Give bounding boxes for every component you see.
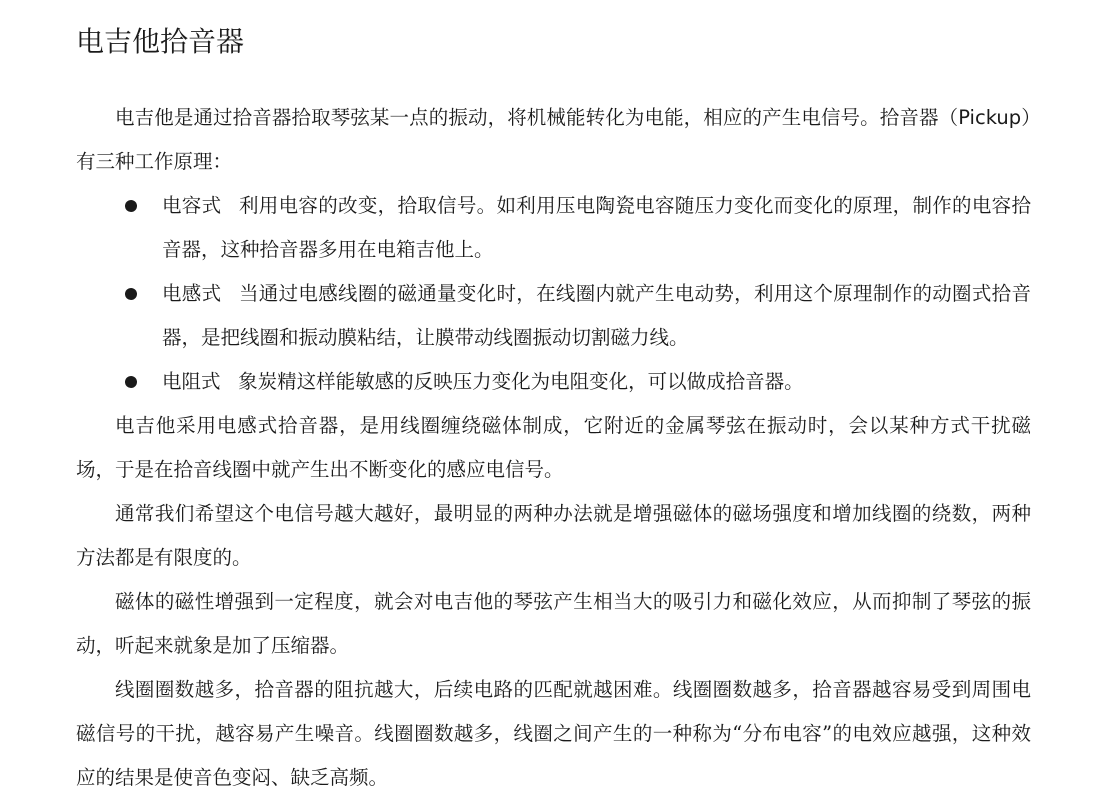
page-title: 电吉他拾音器: [76, 25, 245, 58]
bullet-text: 利用电容的改变，拾取信号。如利用压电陶瓷电容随压力变化而变化的原理，制作的电容拾音器，这种拾音器多用在电箱吉他上。: [162, 194, 1031, 261]
list-item: [76, 360, 1031, 404]
bullet-term: 电感式: [162, 282, 222, 305]
body-paragraph: 磁体的磁性增强到一定程度，就会对电吉他的琴弦产生相当大的吸引力和磁化效应，从而抑制了琴弦的振动，听起来就象是加了压缩器。: [76, 590, 1031, 657]
bullet-text: 象炭精这样能敏感的反映压力变化为电阻变化，可以做成拾音器。: [238, 370, 804, 393]
body-paragraph: 线圈圈数越多，拾音器的阻抗越大，后续电路的匹配就越困难。线圈圈数越多，拾音器越容易受到周围电磁信号的干扰，越容易产生噪音。线圈圈数越多，线圈之间产生的一种称为“分布电容”的电效应越强，这种效应的结果是使音色变闷、缺乏高频。: [76, 678, 1031, 789]
principle-list: [76, 184, 1031, 404]
list-item: [76, 184, 1031, 272]
bullet-icon: [125, 376, 137, 388]
body-paragraph: 通常我们希望这个电信号越大越好，最明显的两种办法就是增强磁体的磁场强度和增加线圈的绕数，两种方法都是有限度的。: [76, 502, 1031, 569]
body-paragraph: 电吉他采用电感式拾音器，是用线圈缠绕磁体制成，它附近的金属琴弦在振动时，会以某种方式干扰磁场，于是在拾音线圈中就产生出不断变化的感应电信号。: [76, 414, 1031, 481]
bullet-term: 电容式: [162, 194, 222, 217]
document-body: [76, 96, 1031, 789]
bullet-icon: [125, 200, 137, 212]
intro-paragraph: [76, 96, 1031, 184]
intro-text-latin: Pickup: [958, 106, 1022, 129]
list-item: [76, 272, 1031, 360]
intro-text-after: ）有三种工作原理：: [76, 106, 1031, 173]
bullet-icon: [125, 288, 137, 300]
bullet-term: 电阻式: [162, 370, 221, 393]
intro-text-before: 电吉他是通过拾音器拾取琴弦某一点的振动，将机械能转化为电能，相应的产生电信号。拾音器（: [115, 106, 959, 129]
bullet-text: 当通过电感线圈的磁通量变化时，在线圈内就产生电动势，利用这个原理制作的动圈式拾音器，是把线圈和振动膜粘结，让膜带动线圈振动切割磁力线。: [162, 282, 1031, 349]
